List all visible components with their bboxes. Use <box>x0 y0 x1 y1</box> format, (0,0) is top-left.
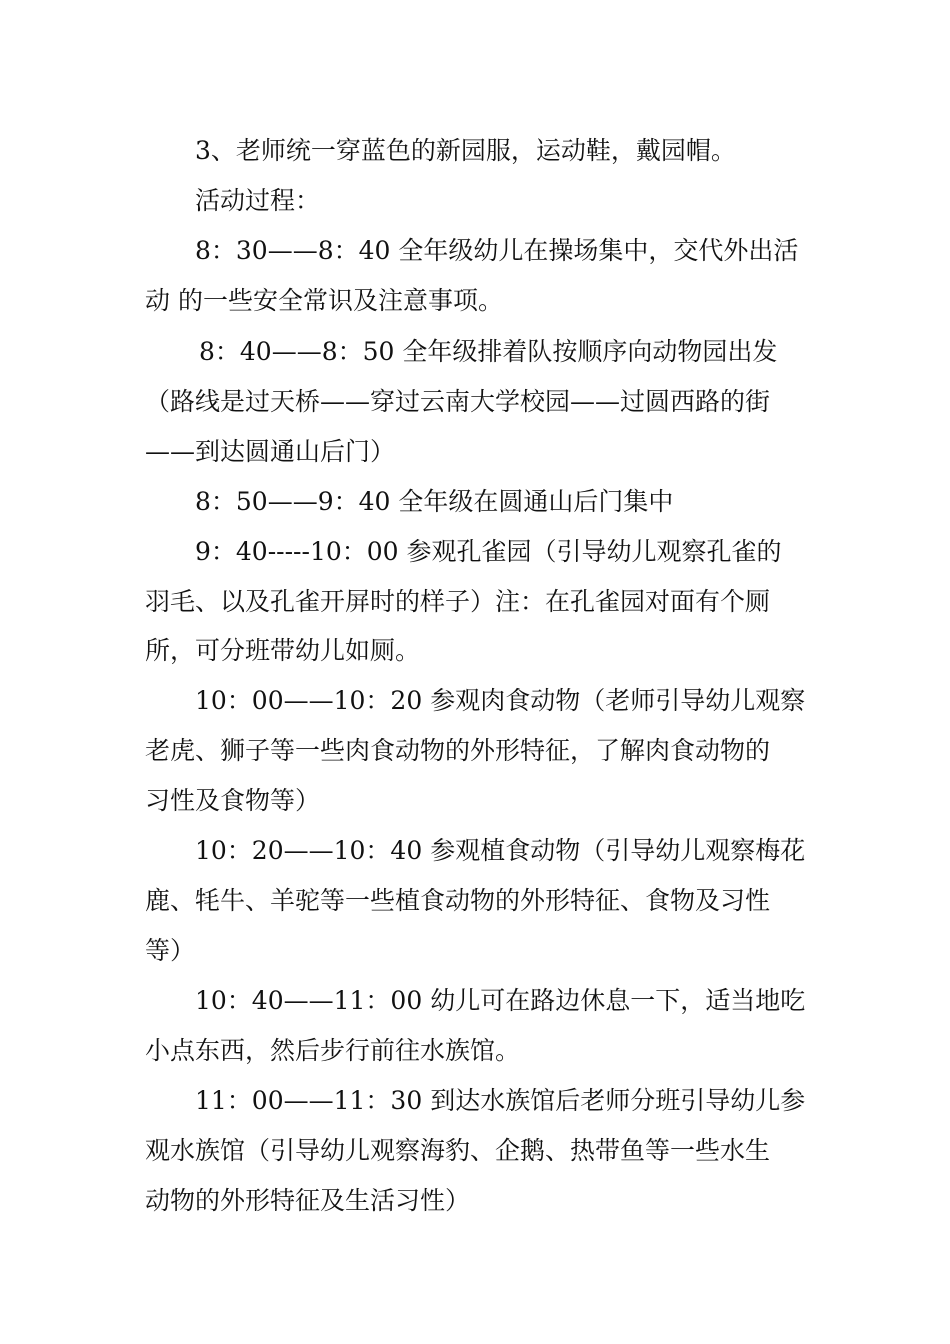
text-line: ——到达圆通山后门） <box>145 437 396 466</box>
text-line: 动 的一些安全常识及注意事项。 <box>145 286 503 315</box>
text-line: 10：40——11：00 幼儿可在路边休息一下，适当地吃 <box>195 986 806 1015</box>
text-line: 8：50——9：40 全年级在圆通山后门集中 <box>195 487 674 516</box>
text-line: 习性及食物等） <box>145 786 321 815</box>
text-line: 观水族馆（引导幼儿观察海豹、企鹅、热带鱼等一些水生 <box>145 1136 771 1165</box>
text-line: 10：20——10：40 参观植食动物（引导幼儿观察梅花 <box>195 836 806 865</box>
text-line: 10：00——10：20 参观肉食动物（老师引导幼儿观察 <box>195 686 806 715</box>
text-line: 8：30——8：40 全年级幼儿在操场集中，交代外出活 <box>195 236 799 265</box>
text-line: 11：00——11：30 到达水族馆后老师分班引导幼儿参 <box>195 1086 806 1115</box>
text-line: 小点东西，然后步行前往水族馆。 <box>145 1036 521 1065</box>
text-line: （路线是过天桥——穿过云南大学校园——过圆西路的街 <box>145 387 771 416</box>
text-line: 羽毛、以及孔雀开屏时的样子）注：在孔雀园对面有个厕 <box>145 587 771 616</box>
text-line: 8：40——8：50 全年级排着队按顺序向动物园出发 <box>199 337 778 366</box>
text-line: 动物的外形特征及生活习性） <box>145 1186 471 1215</box>
text-line: 所，可分班带幼儿如厕。 <box>145 636 421 665</box>
text-line: 老虎、狮子等一些肉食动物的外形特征，了解肉食动物的 <box>145 736 771 765</box>
text-line: 鹿、牦牛、羊驼等一些植食动物的外形特征、食物及习性 <box>145 886 771 915</box>
text-line: 9：40-----10：00 参观孔雀园（引导幼儿观察孔雀的 <box>195 537 782 566</box>
text-line: 等） <box>145 936 196 965</box>
text-line: 3、老师统一穿蓝色的新园服，运动鞋，戴园帽。 <box>195 136 736 165</box>
section-heading: 活动过程： <box>195 186 321 215</box>
